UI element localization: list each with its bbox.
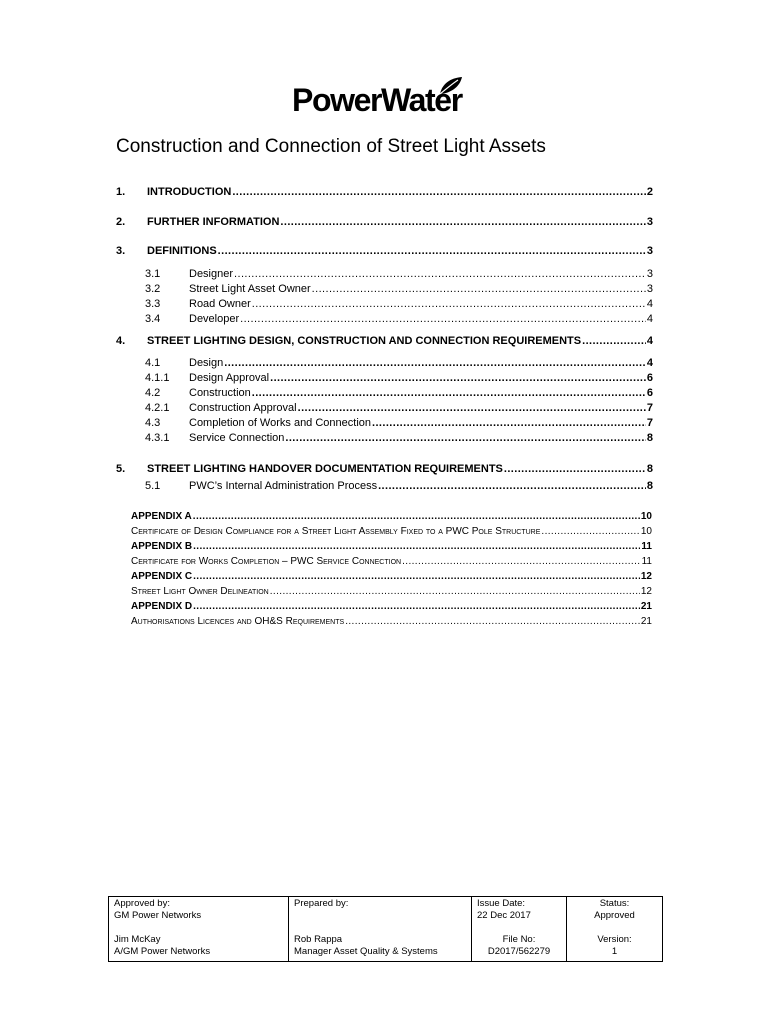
document-title: Construction and Connection of Street Light Assets [116, 136, 546, 157]
toc-entry-internal-administration[interactable]: 5.1 PWC’s Internal Administration Process ..... 8 [145, 479, 653, 493]
toc-entry-construction-approval[interactable]: 4.2.1 Construction Approval ..... 7 [145, 401, 653, 415]
toc-entry-definitions[interactable]: 3. DEFINITIONS ..... 3 [116, 244, 653, 258]
toc-entry-owner-delineation[interactable]: Street Light Owner Delineation ..... 12 [131, 585, 652, 599]
toc-entry-service-connection[interactable]: 4.3.1 Service Connection ..... 8 [145, 431, 653, 445]
toc-entry-street-light-asset-owner[interactable]: 3.2 Street Light Asset Owner ..... 3 [145, 282, 653, 296]
toc-entry-design[interactable]: 4.1 Design ..... 4 [145, 356, 653, 370]
toc-entry-road-owner[interactable]: 3.3 Road Owner ..... 4 [145, 297, 653, 311]
approval-table [108, 896, 663, 962]
toc-entry-handover-documentation[interactable]: 5. STREET LIGHTING HANDOVER DOCUMENTATION REQUIREMENTS ..... 8 [116, 462, 653, 476]
toc-entry-design-approval[interactable]: 4.1.1 Design Approval ..... 6 [145, 371, 653, 385]
approved-by-cell: Approved by: GM Power Networks Jim McKay A/GM Power Networks [109, 897, 289, 962]
toc-entry-completion-of-works[interactable]: 4.3 Completion of Works and Connection ..... 7 [145, 416, 653, 430]
issue-date-cell: Issue Date: 22 Dec 2017 File No: D2017/562279 [472, 897, 567, 962]
toc-entry-further-information[interactable]: 2. FURTHER INFORMATION ..... 3 [116, 215, 653, 229]
toc-entry-construction[interactable]: 4.2 Construction ..... 6 [145, 386, 653, 400]
status-cell: Status: Approved Version: 1 [567, 897, 663, 962]
toc-entry-designer[interactable]: 3.1 Designer ..... 3 [145, 267, 653, 281]
toc-entry-developer[interactable]: 3.4 Developer ..... 4 [145, 312, 653, 326]
toc-entry-appendix-d[interactable]: APPENDIX D ..... 21 [131, 600, 652, 614]
toc-entry-works-completion-certificate[interactable]: Certificate for Works Completion – PWC Service Connection ..... 11 [131, 555, 652, 569]
logo-text: PowerWater [292, 82, 462, 118]
toc-entry-design-compliance-certificate[interactable]: Certificate of Design Compliance for a Street Light Assembly Fixed to a PWC Pole Structure ..... 10 [131, 525, 652, 539]
toc-entry-introduction[interactable]: 1. INTRODUCTION ..... 2 [116, 185, 653, 199]
toc-entry-authorisations-licences[interactable]: Authorisations Licences and OH&S Requirements ..... 21 [131, 615, 652, 629]
toc-entry-appendix-a[interactable]: APPENDIX A ..... 10 [131, 510, 652, 524]
toc-entry-appendix-c[interactable]: APPENDIX C ..... 12 [131, 570, 652, 584]
prepared-by-cell: Prepared by: Rob Rappa Manager Asset Quality & Systems [289, 897, 472, 962]
toc-entry-street-lighting-design[interactable]: 4. STREET LIGHTING DESIGN, CONSTRUCTION AND CONNECTION REQUIREMENTS ..... 4 [116, 334, 653, 348]
toc-entry-appendix-b[interactable]: APPENDIX B ..... 11 [131, 540, 652, 554]
